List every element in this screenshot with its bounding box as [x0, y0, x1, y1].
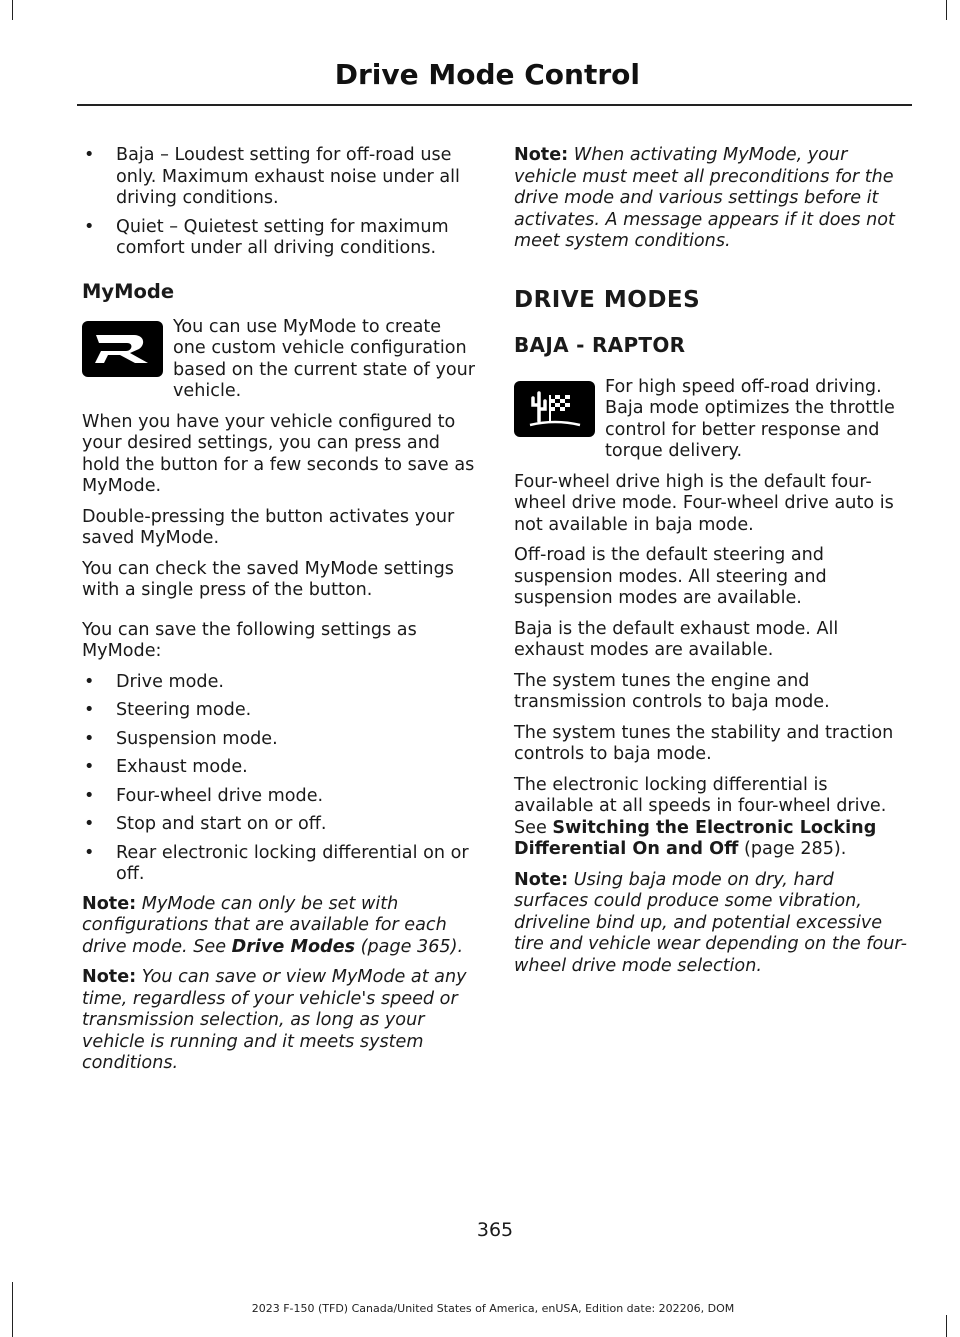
mymode-heading: MyMode — [82, 279, 175, 303]
note-text: MyMode can only be set with configurations that are available for each drive mode. See — [82, 893, 447, 957]
note-label: Note: — [514, 869, 569, 890]
paragraph: You can save the following settings as MyMode: — [82, 619, 417, 661]
settings-list — [82, 672, 478, 886]
note-text: Using baja mode on dry, hard surfaces could produce some vibration, driveline bind up, and potential excessive tire and vehicle wear depending on the four-wheel drive mode selection. — [514, 869, 908, 976]
list-item: • Baja – Loudest setting for off-road use only. Maximum exhaust noise under all driving conditions. — [84, 145, 460, 208]
header-divider — [77, 104, 912, 106]
page-reference: (page 365). — [360, 936, 464, 957]
right-column — [514, 145, 912, 986]
note — [514, 145, 912, 253]
list-item: • Steering mode. — [84, 700, 252, 720]
footer: 2023 F-150 (TFD) Canada/United States of America, enUSA, Edition date: 202206, DOM — [251, 1302, 735, 1315]
list-item: • Rear electronic locking differential on or off. — [84, 842, 469, 884]
paragraph: You can check the saved MyMode settings with a single press of the button. — [82, 558, 454, 600]
baja-cactus-flag-icon — [514, 381, 595, 437]
paragraph — [514, 775, 912, 861]
left-column — [82, 145, 478, 1084]
drive-modes-heading: DRIVE MODES — [514, 286, 701, 313]
baja-intro: For high speed off-road driving. Baja mode optimizes the throttle control for better response and torque delivery. — [605, 376, 895, 461]
crop-mark — [946, 1315, 947, 1337]
note — [82, 967, 478, 1075]
paragraph-text: The electronic locking differential is available at all speeds in four-wheel drive. See — [514, 774, 887, 838]
paragraph: Off-road is the default steering and suspension modes. All steering and suspension modes are available. — [514, 545, 827, 608]
paragraph: The system tunes the stability and traction controls to baja mode. — [514, 722, 894, 764]
paragraph: When you have your vehicle configured to your desired settings, you can press and hold the button for a few seconds to save as MyMode. — [82, 411, 475, 496]
note — [514, 870, 912, 978]
crop-mark — [12, 0, 13, 20]
note-text: When activating MyMode, your vehicle must meet all preconditions for the drive mode and various settings before it activates. A message appears if it does not meet system conditions. — [514, 145, 895, 251]
page-title: Drive Mode Control — [334, 58, 640, 91]
list-item: • Four-wheel drive mode. — [84, 785, 324, 806]
raptor-r-icon — [82, 321, 163, 377]
exhaust-mode-list — [82, 145, 478, 260]
paragraph: Four-wheel drive high is the default four-wheel drive mode. Four-wheel drive auto is not available in baja mode. — [514, 471, 894, 535]
mymode-intro: You can use MyMode to create one custom vehicle configuration based on the current state of your vehicle. — [173, 316, 476, 401]
paragraph: Double-pressing the button activates your saved MyMode. — [82, 506, 455, 548]
note-label: Note: — [82, 893, 137, 914]
note — [82, 894, 478, 959]
paragraph: The system tunes the engine and transmission controls to baja mode. — [514, 670, 830, 712]
crop-mark — [946, 0, 947, 20]
list-item: • Exhaust mode. — [84, 757, 248, 777]
baja-raptor-heading: BAJA - RAPTOR — [514, 332, 686, 357]
page-number: 365 — [476, 1219, 514, 1241]
page-reference: (page 285). — [743, 839, 847, 859]
list-item: • Quiet – Quietest setting for maximum comfort under all driving conditions. — [84, 216, 449, 258]
drive-modes-link[interactable]: Drive Modes — [231, 936, 356, 957]
list-item: • Stop and start on or off. — [84, 814, 327, 834]
paragraph: Baja is the default exhaust mode. All exhaust modes are available. — [514, 618, 839, 660]
note-label: Note: — [82, 967, 137, 987]
note-label: Note: — [514, 145, 569, 165]
list-item: • Suspension mode. — [84, 728, 278, 749]
list-item: • Drive mode. — [84, 671, 224, 692]
locking-differential-link[interactable]: Switching the Electronic Locking Differential On and Off — [514, 817, 877, 859]
note-text: You can save or view MyMode at any time, regardless of your vehicle's speed or transmission selection, as long as your vehicle is running and it meets system conditions. — [82, 967, 467, 1073]
